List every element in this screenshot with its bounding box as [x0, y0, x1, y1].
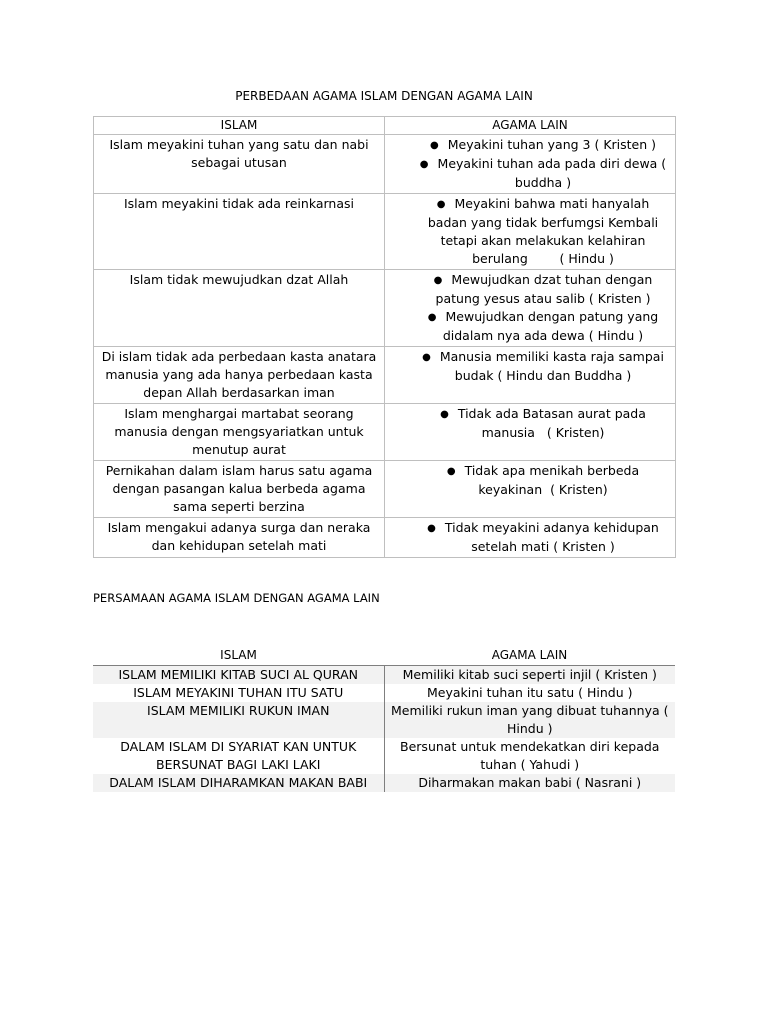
islam-cell: Pernikahan dalam islam harus satu agama dengan pasangan kalua berbeda agama sama seperti berzina — [94, 461, 385, 518]
differences-header-row — [94, 117, 676, 135]
bullet-icon: ● — [422, 352, 431, 363]
other-religions-cell — [385, 135, 676, 194]
bullet-text: Meyakini tuhan ada pada diri dewa ( buddha ) — [437, 156, 667, 190]
similarities-table — [93, 645, 675, 792]
bullet-item — [419, 271, 667, 308]
islam-cell: Islam meyakini tuhan yang satu dan nabi sebagai utusan — [94, 135, 385, 194]
bullet-list — [419, 136, 667, 192]
differences-row — [94, 461, 676, 518]
differences-table — [93, 116, 676, 558]
bullet-icon: ● — [433, 275, 443, 286]
differences-row — [94, 347, 676, 404]
bullet-text: Tidak meyakini adanya kehidupan setelah mati ( Kristen ) — [444, 520, 659, 554]
other-religions-cell — [385, 194, 676, 270]
differences-row — [94, 404, 676, 461]
similarities-row — [93, 738, 675, 774]
islam-cell: ISLAM MEMILIKI KITAB SUCI AL QURAN — [93, 666, 384, 685]
bullet-item — [419, 405, 667, 442]
bullet-icon: ● — [436, 199, 446, 210]
bullet-item — [419, 348, 667, 385]
bullet-item — [419, 155, 667, 192]
bullet-item — [419, 462, 667, 499]
other-religions-cell — [385, 461, 676, 518]
other-religions-cell — [385, 347, 676, 404]
bullet-list — [419, 405, 667, 442]
bullet-text: Meyakini bahwa mati hanyalah badan yang tidak berfumgsi Kembali tetapi akan melakukan kelahiran berulang ( Hindu ) — [427, 196, 663, 266]
header-other-religions: AGAMA LAIN — [385, 117, 676, 135]
bullet-text: Manusia memiliki kasta raja sampai budak ( Hindu dan Buddha ) — [439, 349, 664, 383]
bullet-item — [419, 136, 667, 155]
bullet-text: Tidak apa menikah berbeda keyakinan ( Kristen) — [464, 463, 644, 497]
differences-row — [94, 270, 676, 347]
differences-title: PERBEDAAN AGAMA ISLAM DENGAN AGAMA LAIN — [235, 89, 533, 103]
differences-row — [94, 518, 676, 558]
islam-cell: ISLAM MEYAKINI TUHAN ITU SATU — [93, 684, 384, 702]
islam-cell: Islam tidak mewujudkan dzat Allah — [94, 270, 385, 347]
bullet-icon: ● — [446, 466, 456, 477]
bullet-icon: ● — [419, 159, 429, 170]
bullet-text: Mewujudkan dengan patung yang didalam nya ada dewa ( Hindu ) — [442, 309, 659, 343]
islam-cell: ISLAM MEMILIKI RUKUN IMAN — [93, 702, 384, 738]
other-religions-cell — [385, 404, 676, 461]
bullet-text: Tidak ada Batasan aurat pada manusia ( Kristen) — [457, 406, 650, 440]
bullet-icon: ● — [430, 140, 439, 151]
other-religions-cell: Memiliki rukun iman yang dibuat tuhannya ( Hindu ) — [384, 702, 675, 738]
bullet-text: Meyakini tuhan yang 3 ( Kristen ) — [447, 137, 656, 152]
bullet-list — [419, 195, 667, 268]
differences-row — [94, 135, 676, 194]
other-religions-cell: Memiliki kitab suci seperti injil ( Kristen ) — [384, 666, 675, 685]
bullet-list — [419, 462, 667, 499]
bullet-list — [419, 271, 667, 345]
bullet-item — [419, 195, 667, 268]
header-islam: ISLAM — [94, 117, 385, 135]
bullet-list — [419, 348, 667, 385]
header-other-religions: AGAMA LAIN — [384, 645, 675, 666]
other-religions-cell — [385, 270, 676, 347]
other-religions-cell: Meyakini tuhan itu satu ( Hindu ) — [426, 685, 633, 700]
bullet-item — [419, 308, 667, 345]
similarities-row — [93, 666, 675, 685]
bullet-icon: ● — [427, 523, 436, 534]
bullet-list — [419, 519, 667, 556]
similarities-title: PERSAMAAN AGAMA ISLAM DENGAN AGAMA LAIN — [93, 591, 380, 605]
differences-row — [94, 194, 676, 270]
bullet-icon: ● — [427, 312, 437, 323]
other-religions-cell — [385, 518, 676, 558]
islam-cell: Di islam tidak ada perbedaan kasta anatara manusia yang ada hanya perbedaan kasta depan Allah berdasarkan iman — [94, 347, 385, 404]
islam-cell: DALAM ISLAM DI SYARIAT KAN UNTUK BERSUNAT BAGI LAKI LAKI — [93, 738, 384, 774]
header-islam: ISLAM — [93, 645, 384, 666]
similarities-row — [93, 684, 675, 702]
bullet-item — [419, 519, 667, 556]
other-religions-cell: Bersunat untuk mendekatkan diri kepada tuhan ( Yahudi ) — [400, 739, 660, 772]
islam-cell: DALAM ISLAM DIHARAMKAN MAKAN BABI — [93, 774, 384, 792]
bullet-icon: ● — [440, 409, 449, 420]
islam-cell: Islam menghargai martabat seorang manusia dengan mengsyariatkan untuk menutup aurat — [94, 404, 385, 461]
bullet-text: Mewujudkan dzat tuhan dengan patung yesus atau salib ( Kristen ) — [435, 272, 653, 306]
islam-cell: Islam mengakui adanya surga dan neraka dan kehidupan setelah mati — [94, 518, 385, 558]
similarities-header-row — [93, 645, 675, 666]
similarities-row — [93, 774, 675, 792]
islam-cell: Islam meyakini tidak ada reinkarnasi — [94, 194, 385, 270]
other-religions-cell: Diharmakan makan babi ( Nasrani ) — [384, 774, 675, 792]
similarities-row — [93, 702, 675, 738]
